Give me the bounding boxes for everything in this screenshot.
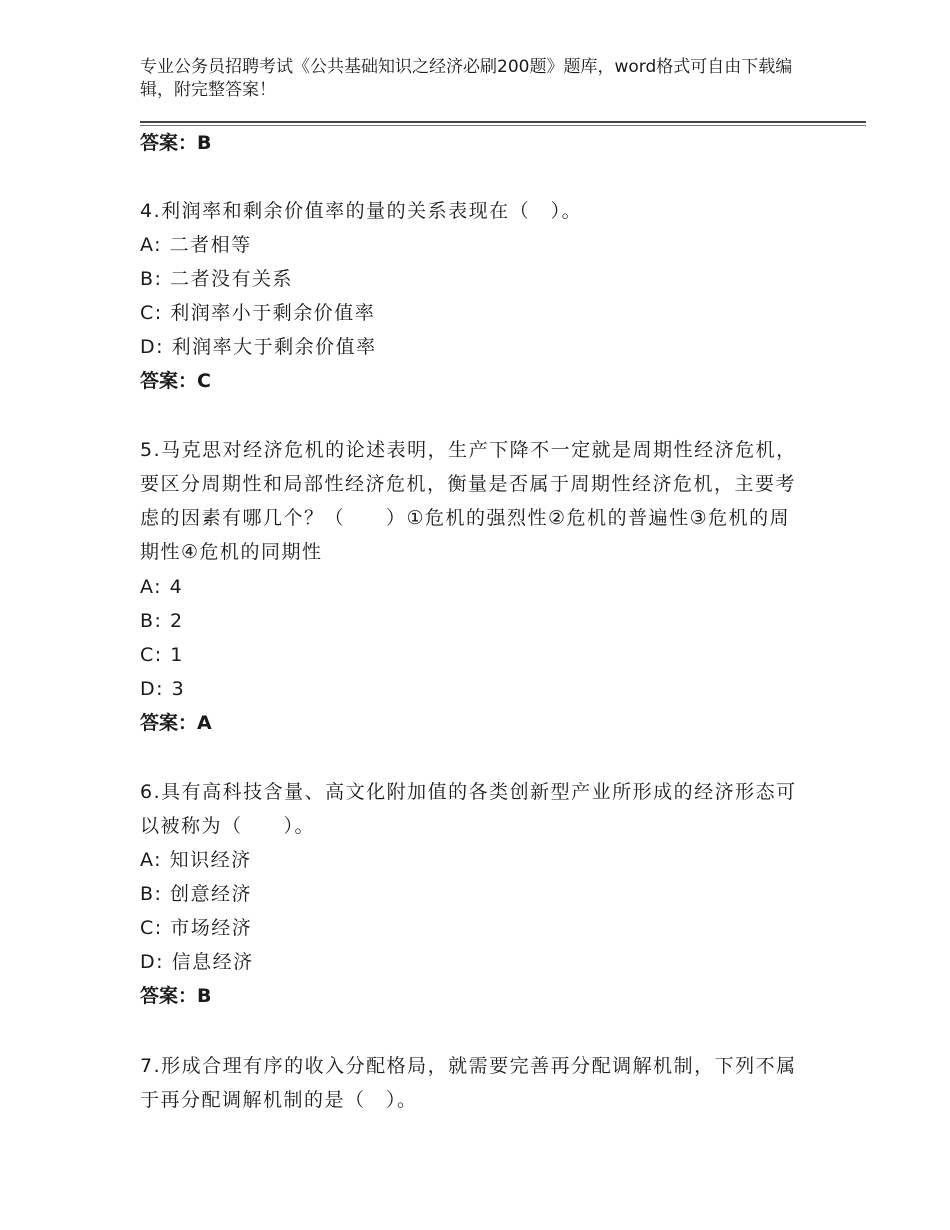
question-7-text: 7.形成合理有序的收入分配格局，就需要完善再分配调解机制，下列不属于再分配调解机制的是（ ）。 [140,1055,797,1111]
question-6-answer: 答案：B [140,985,212,1007]
document-header: 专业公务员招聘考试《公共基础知识之经济必刷200题》题库，word格式可自由下载编辑，附完整答案！ [140,57,793,100]
question-6-option-b: B: 创意经济 [140,883,252,905]
question-4-option-c: C: 利润率小于剩余价值率 [140,302,376,324]
question-5-answer: 答案：A [140,712,212,734]
question-5-option-a: A: 4 [140,576,184,598]
question-5-option-b: B: 2 [140,610,184,632]
question-4-text: 4.利润率和剩余价值率的量的关系表现在（ ）。 [140,200,583,222]
question-6-option-c: C: 市场经济 [140,917,253,939]
question-6-option-d: D: 信息经济 [140,951,254,973]
question-4-answer: 答案：C [140,370,211,392]
question-5-option-d: D: 3 [140,678,186,700]
question-4-option-d: D: 利润率大于剩余价值率 [140,336,377,358]
answer-q3: 答案：B [140,132,212,154]
header-divider [140,121,866,123]
question-5-option-c: C: 1 [140,644,184,666]
question-6-text: 6.具有高科技含量、高文化附加值的各类创新型产业所形成的经济形态可以被称为（ ）。 [140,781,797,837]
header-divider-thin [140,125,866,126]
question-6-option-a: A: 知识经济 [140,849,252,871]
question-4-option-a: A: 二者相等 [140,234,252,256]
question-4-option-b: B: 二者没有关系 [140,268,293,290]
question-5-text: 5.马克思对经济危机的论述表明，生产下降不一定就是周期性经济危机，要区分周期性和局部性经济危机，衡量是否属于周期性经济危机，主要考虑的因素有哪几个？（ ）①危机的强烈性②危机的普遍性③危机的周期性④危机的同期性 [140,439,797,563]
